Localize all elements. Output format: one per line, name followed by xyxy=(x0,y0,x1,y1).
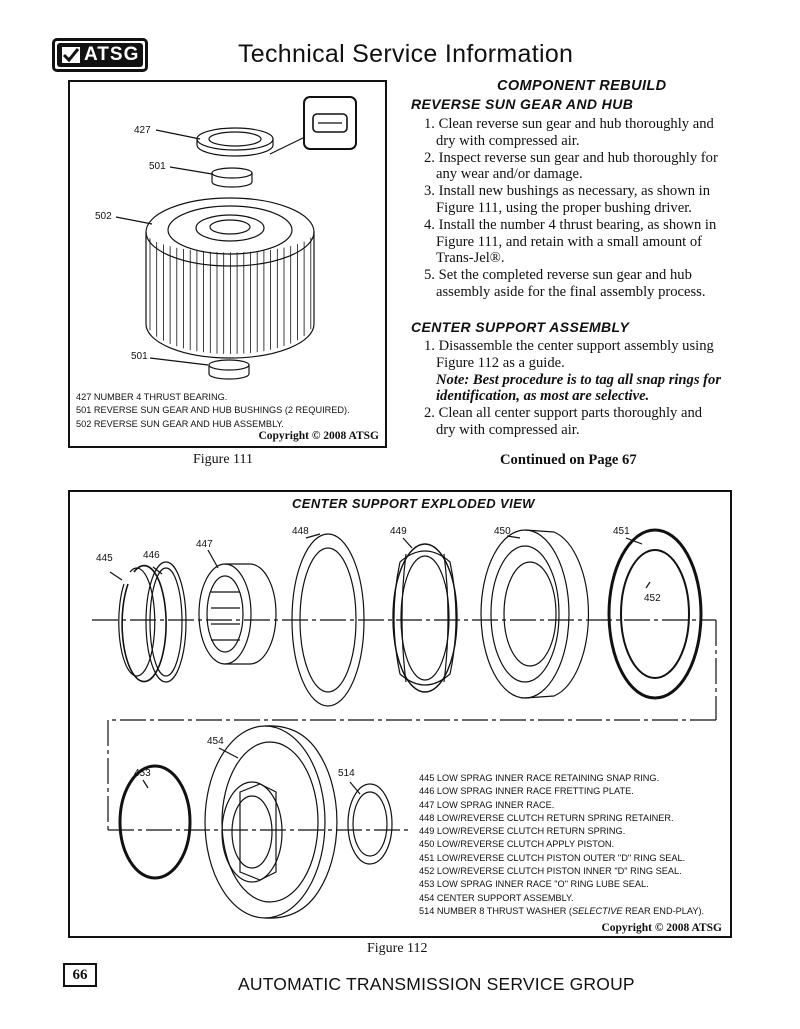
legend-item: 501 REVERSE SUN GEAR AND HUB BUSHINGS (2 REQUIRED). xyxy=(76,405,350,416)
logo-text: ATSG xyxy=(84,44,140,65)
callout-453: 453 xyxy=(134,768,151,779)
legend-item: 454 CENTER SUPPORT ASSEMBLY. xyxy=(419,892,574,903)
step-3: 3. Install new bushings as necessary, as shown in Figure 111, using the proper bushing driver. xyxy=(424,183,711,216)
legend-item: 427 NUMBER 4 THRUST BEARING. xyxy=(76,392,228,402)
legend-item: 445 LOW SPRAG INNER RACE RETAINING SNAP RING. xyxy=(419,773,660,783)
legend-item: 502 REVERSE SUN GEAR AND HUB ASSEMBLY. xyxy=(76,418,284,429)
page-title: Technical Service Information xyxy=(238,40,574,68)
callout-452: 452 xyxy=(644,593,661,604)
legend-item: 450 LOW/REVERSE CLUTCH APPLY PISTON. xyxy=(419,839,615,850)
legend-item: 453 LOW SPRAG INNER RACE "O" RING LUBE SEAL. xyxy=(419,879,649,890)
legend-item: 449 LOW/REVERSE CLUTCH RETURN SPRING. xyxy=(419,826,626,837)
legend-item: 447 LOW SPRAG INNER RACE. xyxy=(419,799,555,810)
figure-111-legend xyxy=(76,391,350,431)
callout-450: 450 xyxy=(494,526,511,537)
step-2: 2. Clean all center support parts thoroughly and dry with compressed air. xyxy=(424,405,703,438)
center-support-steps xyxy=(412,338,722,439)
step-4: 4. Install the number 4 thrust bearing, as shown in Figure 111, and retain with a small amount of Trans-Jel®. xyxy=(424,216,717,267)
figure-112-box xyxy=(68,490,732,938)
legend-item: 448 LOW/REVERSE CLUTCH RETURN SPRING RETAINER. xyxy=(419,812,674,823)
legend-item: 446 LOW SPRAG INNER RACE FRETTING PLATE. xyxy=(419,786,634,797)
callout-454: 454 xyxy=(207,736,224,747)
figure-112-legend xyxy=(419,772,704,918)
page-number: 66 xyxy=(63,963,97,987)
callout-451: 451 xyxy=(613,526,630,537)
figure-111-copyright: Copyright © 2008 ATSG xyxy=(258,430,379,442)
atsg-logo xyxy=(52,38,148,72)
callout-502: 502 xyxy=(95,211,112,222)
checkmark-icon xyxy=(61,46,81,64)
step-1: 1. Disassemble the center support assembly using Figure 112 as a guide. xyxy=(424,338,714,371)
callout-501-bottom: 501 xyxy=(131,351,148,362)
step-1: 1. Clean reverse sun gear and hub thoroughly and dry with compressed air. xyxy=(424,116,714,149)
figure-112-title: CENTER SUPPORT EXPLODED VIEW xyxy=(292,496,535,511)
step-5: 5. Set the completed reverse sun gear and hub assembly aside for the final assembly process. xyxy=(424,267,706,300)
legend-item: 451 LOW/REVERSE CLUTCH PISTON OUTER "D" RING SEAL. xyxy=(419,852,686,863)
note: Note: Best procedure is to tag all snap rings for identification, as most are selective. xyxy=(436,371,721,405)
center-support-heading: CENTER SUPPORT ASSEMBLY xyxy=(411,319,630,335)
callout-501-top: 501 xyxy=(149,161,166,172)
callout-447: 447 xyxy=(196,539,213,550)
footer-text: AUTOMATIC TRANSMISSION SERVICE GROUP xyxy=(238,974,635,994)
reverse-sun-gear-heading: REVERSE SUN GEAR AND HUB xyxy=(411,96,634,112)
component-rebuild-heading: COMPONENT REBUILD xyxy=(497,78,667,94)
legend-item: 514 NUMBER 8 THRUST WASHER (SELECTIVE REAR END-PLAY). xyxy=(419,905,705,916)
legend-item: 452 LOW/REVERSE CLUTCH PISTON INNER "D" RING SEAL. xyxy=(419,866,682,877)
callout-445: 445 xyxy=(96,553,113,564)
callout-449: 449 xyxy=(390,526,407,537)
step-2: 2. Inspect reverse sun gear and hub thoroughly for any wear and/or damage. xyxy=(424,149,718,183)
callout-446: 446 xyxy=(143,550,160,561)
callout-514: 514 xyxy=(338,768,355,779)
reverse-sun-gear-steps xyxy=(412,116,722,301)
continued-note: Continued on Page 67 xyxy=(500,452,637,468)
figure-111-caption: Figure 111 xyxy=(193,452,254,467)
callout-427: 427 xyxy=(134,125,151,136)
figure-112-copyright: Copyright © 2008 ATSG xyxy=(601,922,722,934)
callout-448: 448 xyxy=(292,526,309,537)
figure-111-box xyxy=(68,80,387,448)
figure-112-caption: Figure 112 xyxy=(367,941,428,956)
